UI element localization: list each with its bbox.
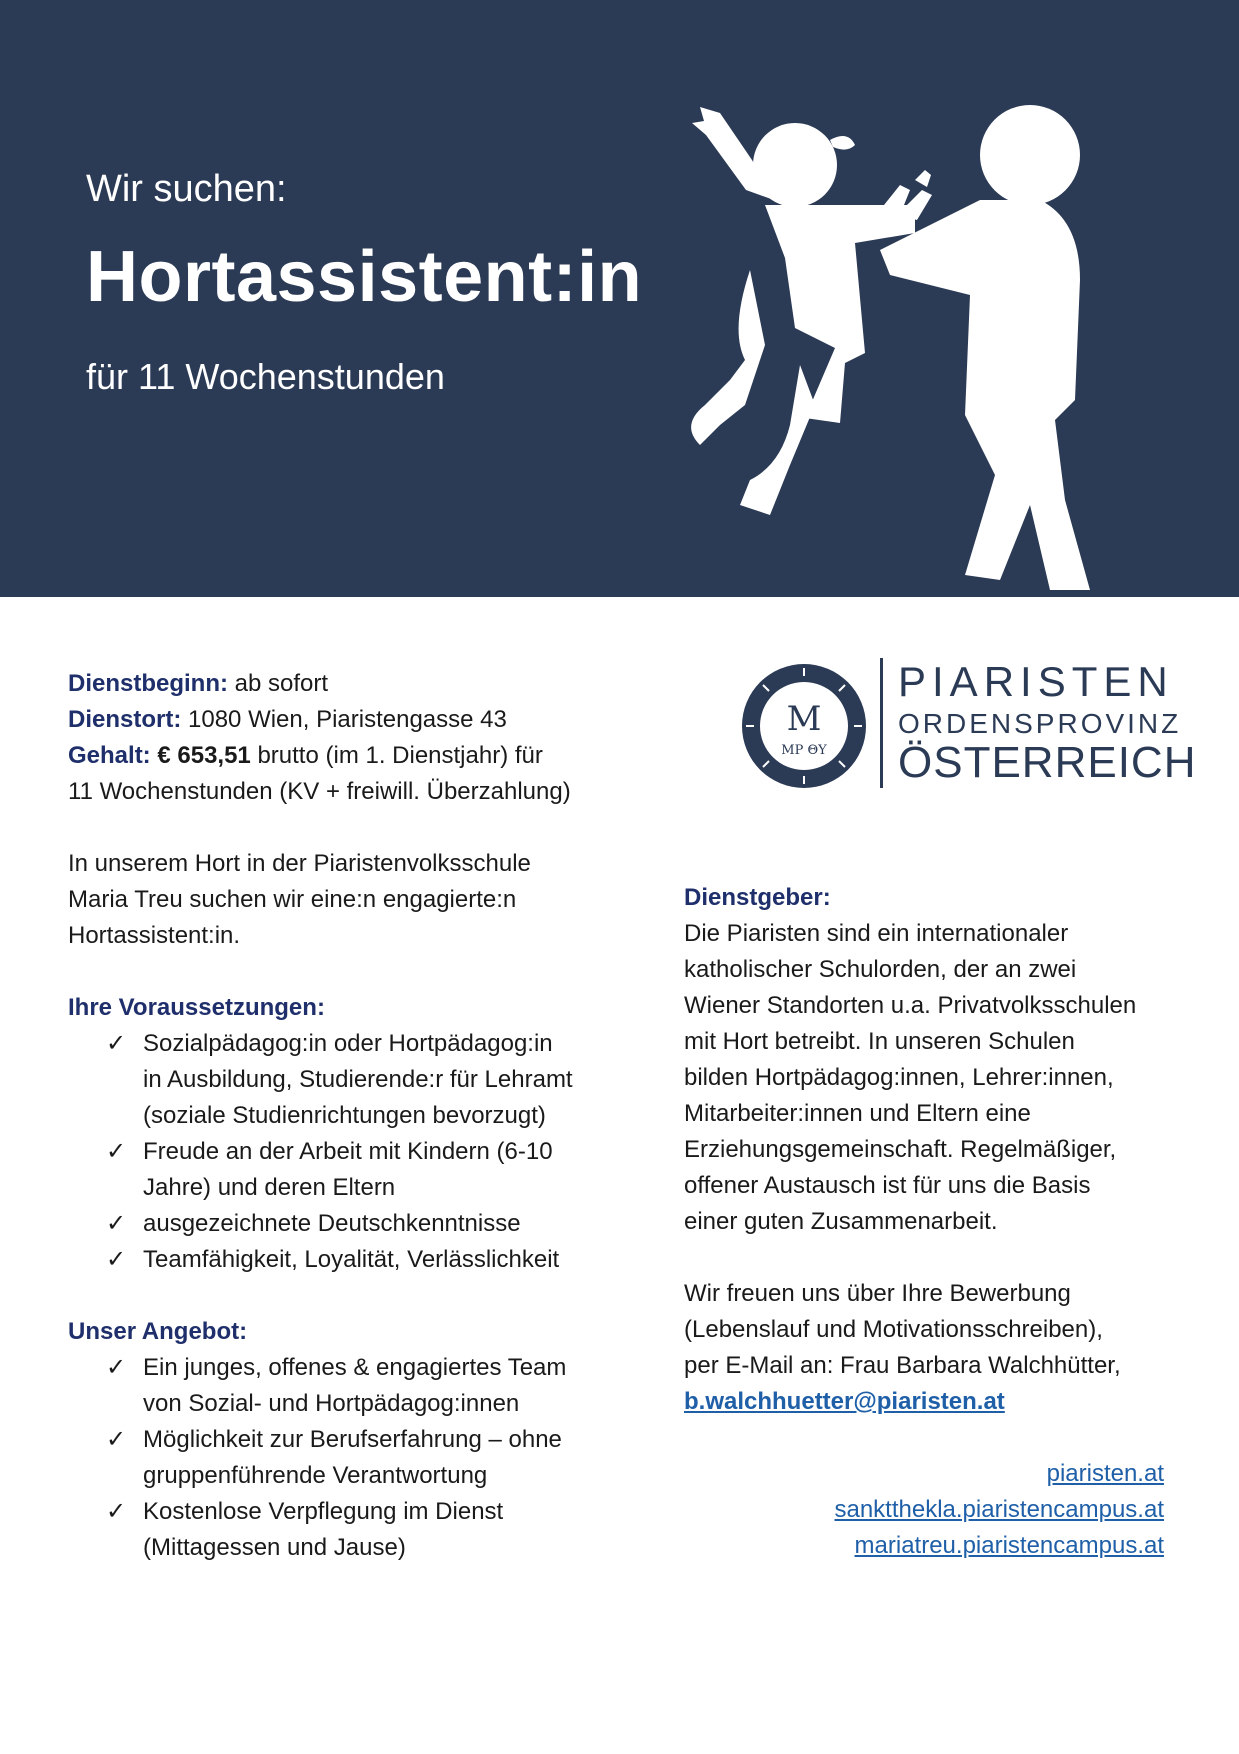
employer-line: offener Austausch ist für uns die Basis: [684, 1172, 1091, 1199]
logo-line3: ÖSTERREICH: [898, 738, 1197, 787]
employer-line: katholischer Schulorden, der an zwei: [684, 956, 1077, 983]
offer-list: [68, 1350, 628, 1566]
start-row: Dienstbeginn: ab sofort: [68, 670, 329, 697]
location-row: Dienstort: 1080 Wien, Piaristengasse 43: [68, 706, 507, 733]
application-line: per E-Mail an: Frau Barbara Walchhütter,: [684, 1352, 1121, 1379]
right-column: [684, 880, 1164, 1564]
list-item: ✓ Ein junges, offenes & engagiertes Team von Sozial- und Hortpädagog:innen: [68, 1350, 628, 1422]
employer-line: Wiener Standorten u.a. Privatvolksschulen: [684, 992, 1137, 1019]
logo-line1: PIARISTEN: [898, 658, 1174, 705]
list-item: ✓ Freude an der Arbeit mit Kindern (6-10 Jahre) und deren Eltern: [68, 1134, 628, 1206]
left-column: [68, 666, 628, 1566]
piaristen-logo: [740, 658, 1197, 790]
salary-row-cont: 11 Wochenstunden (KV + freiwill. Überzahlung): [68, 778, 571, 805]
list-item: ✓ Kostenlose Verpflegung im Dienst (Mittagessen und Jause): [68, 1494, 628, 1566]
employer-line: einer guten Zusammenarbeit.: [684, 1208, 998, 1235]
requirements-list: [68, 1026, 628, 1278]
offer-heading: Unser Angebot:: [68, 1318, 248, 1345]
employer-line: mit Hort betreibt. In unseren Schulen: [684, 1028, 1075, 1055]
check-icon: ✓: [106, 1210, 127, 1237]
intro-line: Maria Treu suchen wir eine:n engagierte:n: [68, 886, 517, 913]
list-item: ✓ Sozialpädagog:in oder Hortpädagog:in in Ausbildung, Studierende:r für Lehramt (soziale Studienrichtungen bevorzugt): [68, 1026, 628, 1134]
page-title: Hortassistent:in: [86, 237, 643, 317]
intro-line: In unserem Hort in der Piaristenvolksschule: [68, 850, 531, 877]
header-subtitle: für 11 Wochenstunden: [86, 356, 445, 397]
intro-line: Hortassistent:in.: [68, 922, 241, 949]
check-icon: ✓: [106, 1030, 127, 1057]
list-item: ✓ Möglichkeit zur Berufserfahrung – ohne gruppenführende Verantwortung: [68, 1422, 628, 1494]
logo-divider: [880, 658, 883, 788]
children-silhouette-image: [680, 95, 1160, 597]
check-icon: ✓: [106, 1138, 127, 1165]
header-banner: [0, 0, 1239, 597]
header-pretitle: Wir suchen:: [86, 168, 287, 210]
check-icon: ✓: [106, 1498, 127, 1525]
check-icon: ✓: [106, 1246, 127, 1273]
website-links: [684, 1456, 1164, 1564]
salary-row: Gehalt: € 653,51 brutto (im 1. Dienstjahr) für: [68, 742, 543, 769]
check-icon: ✓: [106, 1426, 127, 1453]
employer-line: Die Piaristen sind ein internationaler: [684, 920, 1069, 947]
logo-line2: ORDENSPROVINZ: [898, 708, 1182, 739]
link-mariatreu[interactable]: mariatreu.piaristencampus.at: [854, 1532, 1164, 1559]
list-item: ✓ Teamfähigkeit, Loyalität, Verlässlichkeit: [68, 1242, 628, 1278]
employer-line: Mitarbeiter:innen und Eltern eine: [684, 1100, 1031, 1127]
employer-line: Erziehungsgemeinschaft. Regelmäßiger,: [684, 1136, 1117, 1163]
application-line: (Lebenslauf und Motivationsschreiben),: [684, 1316, 1103, 1343]
list-item: ✓ ausgezeichnete Deutschkenntnisse: [68, 1206, 628, 1242]
svg-text:M: M: [786, 699, 822, 739]
seal-icon: [740, 662, 868, 790]
employer-line: bilden Hortpädagog:innen, Lehrer:innen,: [684, 1064, 1114, 1091]
application-line: Wir freuen uns über Ihre Bewerbung: [684, 1280, 1071, 1307]
link-piaristen[interactable]: piaristen.at: [1046, 1460, 1164, 1487]
link-sanktthekla[interactable]: sanktthekla.piaristencampus.at: [834, 1496, 1164, 1523]
check-icon: ✓: [106, 1354, 127, 1381]
svg-text:MP ΘY: MP ΘY: [781, 743, 827, 758]
requirements-heading: Ihre Voraussetzungen:: [68, 994, 325, 1021]
email-link[interactable]: b.walchhuetter@piaristen.at: [684, 1388, 1005, 1415]
employer-heading: Dienstgeber:: [684, 884, 831, 911]
